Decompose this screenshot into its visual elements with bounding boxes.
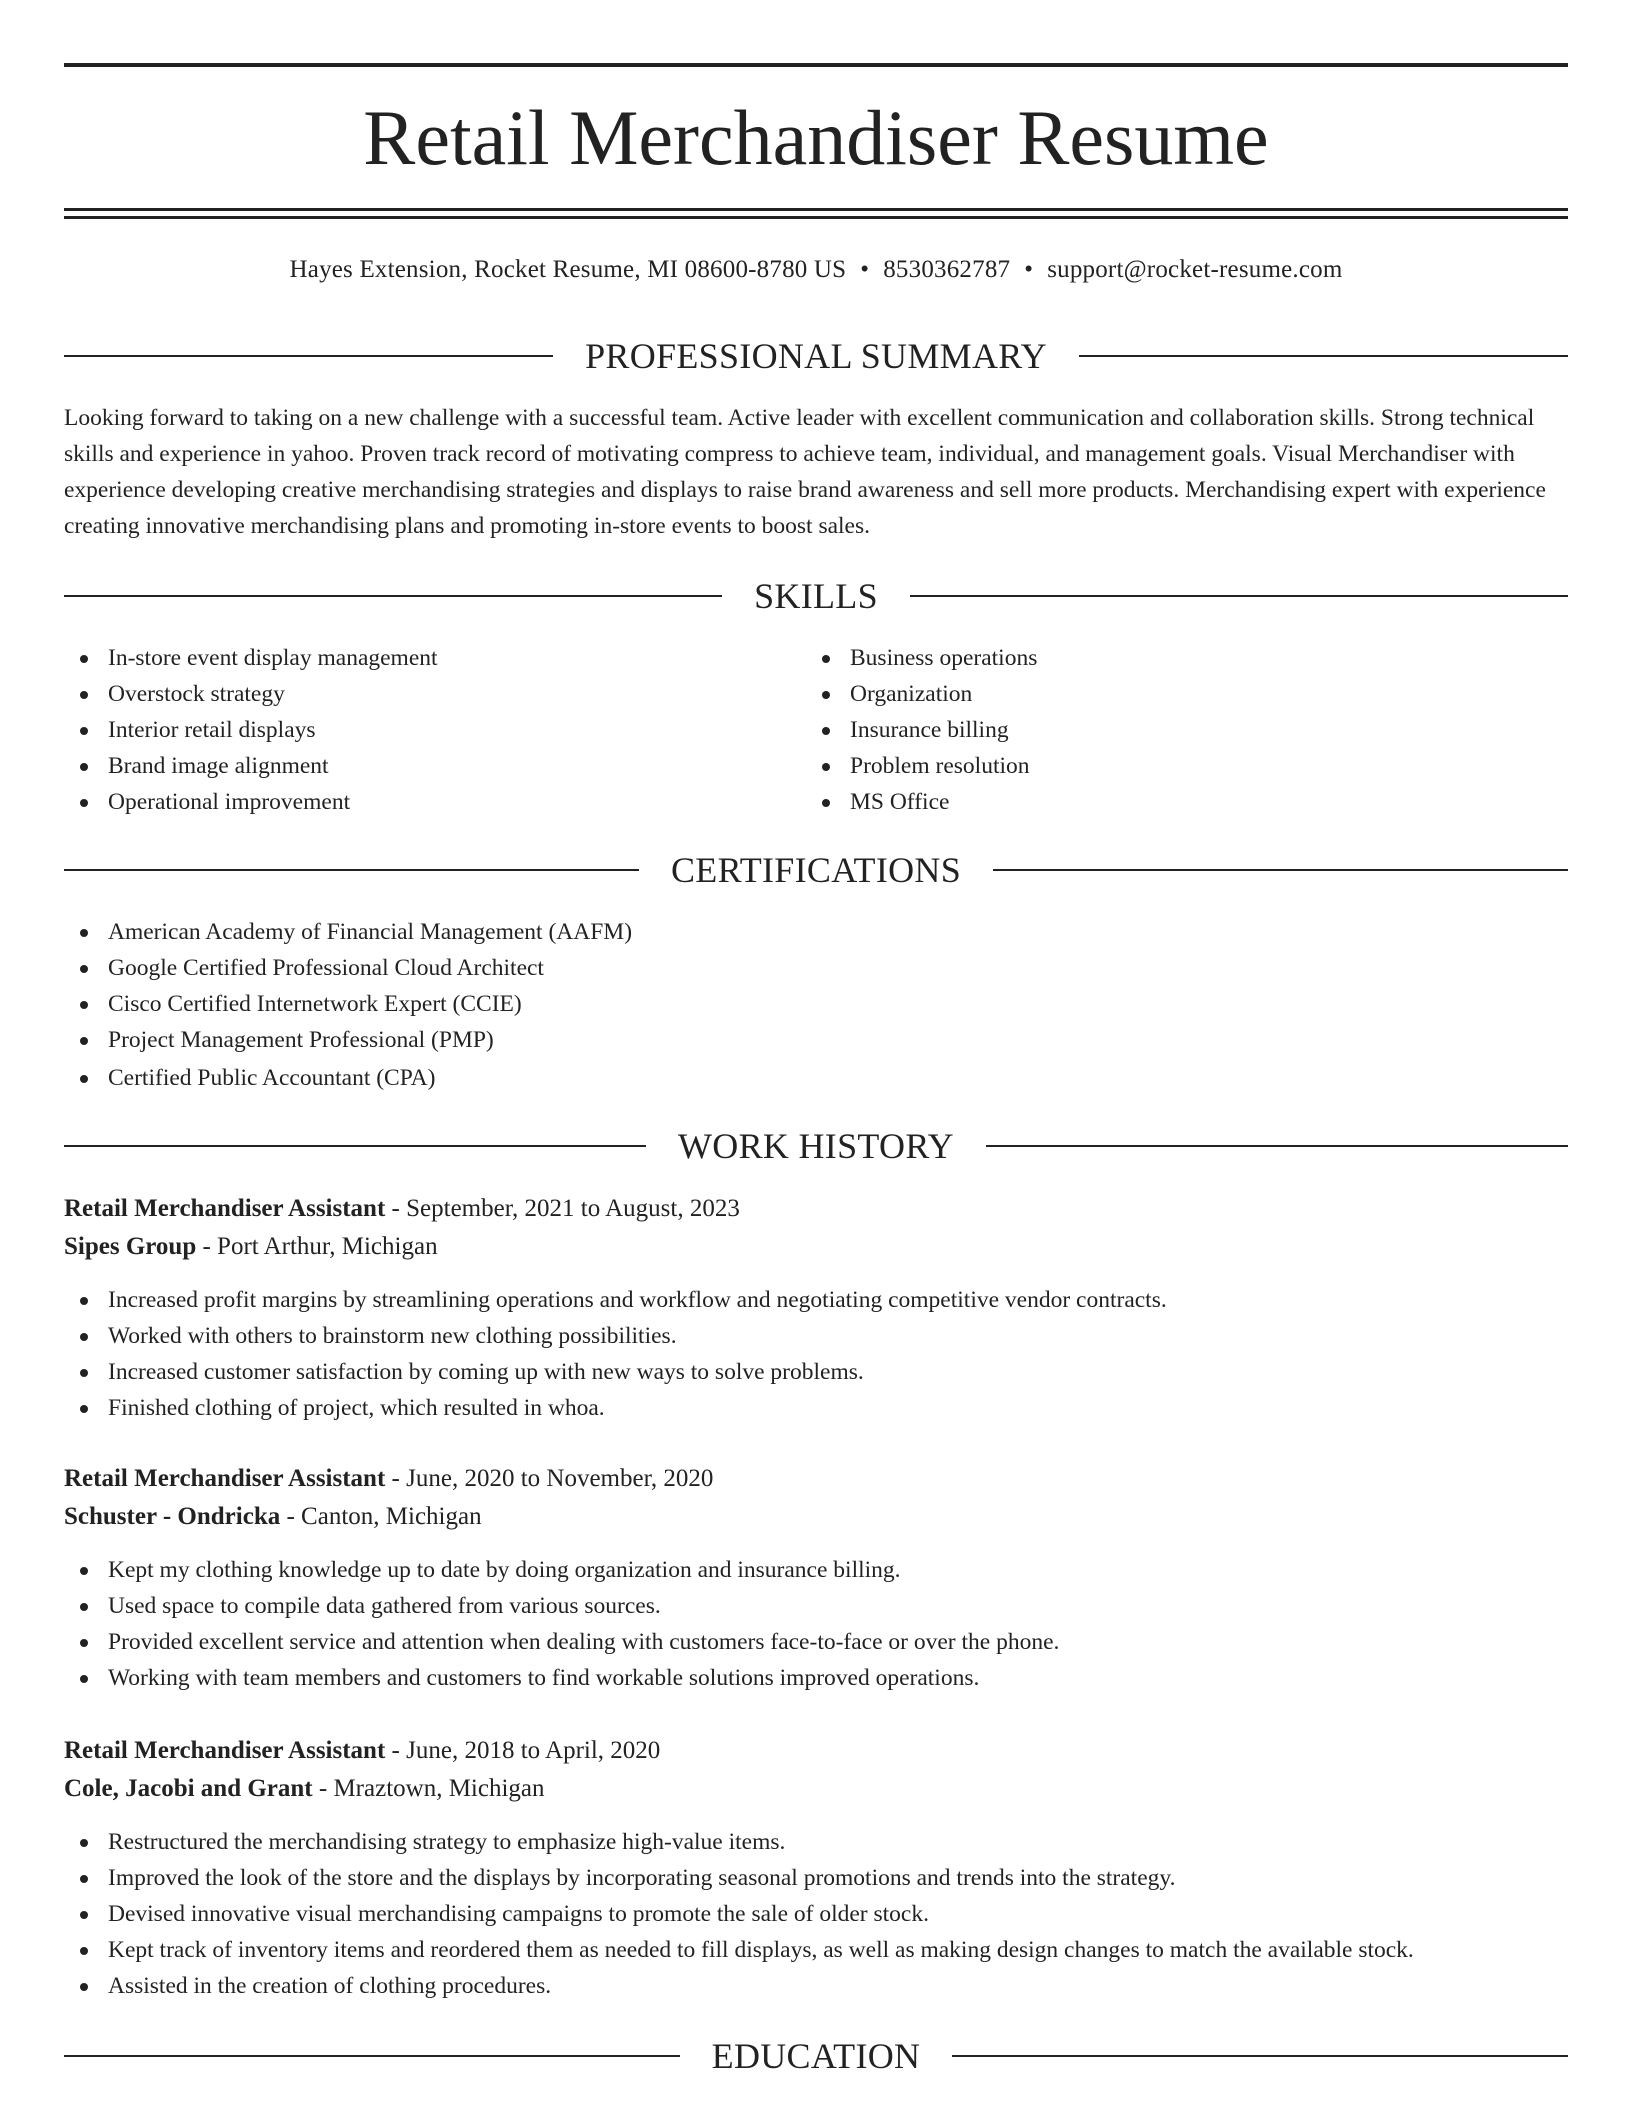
section-rule — [986, 1145, 1568, 1147]
skills-list-right — [806, 640, 1506, 820]
skill-item: Business operations — [806, 640, 1506, 676]
job-bullets — [64, 1282, 1568, 1426]
certifications-section-header — [64, 848, 1568, 892]
skills-section-header — [64, 574, 1568, 618]
job-bullet: Kept my clothing knowledge up to date by doing organization and insurance billing. — [64, 1552, 1568, 1588]
contact-separator: • — [860, 256, 870, 283]
job-company-line — [64, 1498, 1568, 1536]
job-bullet: Working with team members and customers to find workable solutions improved operations. — [64, 1660, 1568, 1696]
job-dates: - June, 2018 to April, 2020 — [385, 1737, 661, 1764]
work-section-title: WORK HISTORY — [678, 1126, 954, 1166]
job-role: Retail Merchandiser Assistant — [64, 1737, 386, 1764]
certifications-section-title: CERTIFICATIONS — [670, 850, 962, 890]
section-rule — [64, 595, 722, 597]
certification-item: Cisco Certified Internetwork Expert (CCIE) — [64, 986, 1568, 1022]
contact-line — [64, 252, 1568, 288]
certification-item: American Academy of Financial Management (AAFM) — [64, 914, 1568, 950]
contact-email: support@rocket-resume.com — [1047, 256, 1343, 283]
section-rule — [1079, 355, 1568, 357]
job-role: Retail Merchandiser Assistant — [64, 1465, 386, 1492]
skills-list-left — [64, 640, 764, 820]
job-bullet: Restructured the merchandising strategy to emphasize high-value items. — [64, 1824, 1568, 1860]
certification-item: Certified Public Accountant (CPA) — [64, 1060, 1568, 1096]
section-rule — [64, 869, 639, 871]
job-location: - Port Arthur, Michigan — [196, 1233, 438, 1260]
skill-item: Brand image alignment — [64, 748, 764, 784]
top-rule — [64, 63, 1568, 67]
skill-item: Overstock strategy — [64, 676, 764, 712]
job-company: Cole, Jacobi and Grant — [64, 1775, 313, 1802]
contact-separator: • — [1024, 256, 1034, 283]
job-company: Sipes Group — [64, 1233, 197, 1260]
skill-item: Interior retail displays — [64, 712, 764, 748]
job-title-line — [64, 1460, 1568, 1498]
section-rule — [993, 869, 1568, 871]
skills-section-title: SKILLS — [754, 576, 878, 616]
skill-item: Insurance billing — [806, 712, 1506, 748]
job-bullet: Devised innovative visual merchandising campaigns to promote the sale of older stock. — [64, 1896, 1568, 1932]
job-entry — [64, 1190, 1568, 1426]
job-role: Retail Merchandiser Assistant — [64, 1195, 386, 1222]
job-bullets — [64, 1552, 1568, 1696]
contact-address: Hayes Extension, Rocket Resume, MI 08600-8780 US — [289, 256, 847, 283]
job-bullet: Improved the look of the store and the displays by incorporating seasonal promotions and trends into the strategy. — [64, 1860, 1568, 1896]
section-rule — [952, 2055, 1568, 2057]
page-title: Retail Merchandiser Resume — [363, 94, 1269, 181]
section-rule — [64, 1145, 646, 1147]
title-rule-lower — [64, 216, 1568, 219]
job-company-line — [64, 1228, 1568, 1266]
job-location: - Canton, Michigan — [280, 1503, 482, 1530]
job-dates: - June, 2020 to November, 2020 — [385, 1465, 714, 1492]
certification-item: Project Management Professional (PMP) — [64, 1022, 1568, 1058]
job-company: Schuster - Ondricka — [64, 1503, 281, 1530]
job-dates: - September, 2021 to August, 2023 — [385, 1195, 740, 1222]
certifications-list — [64, 914, 1568, 1096]
education-section-header — [64, 2034, 1568, 2078]
section-rule — [64, 2055, 680, 2057]
job-bullet: Worked with others to brainstorm new clothing possibilities. — [64, 1318, 1568, 1354]
skill-item: Operational improvement — [64, 784, 764, 820]
job-bullet: Provided excellent service and attention when dealing with customers face-to-face or over the phone. — [64, 1624, 1568, 1660]
title-rule-upper — [64, 208, 1568, 211]
skill-item: MS Office — [806, 784, 1506, 820]
job-entry — [64, 1732, 1568, 2004]
job-company-line — [64, 1770, 1568, 1808]
skill-item: In-store event display management — [64, 640, 764, 676]
skill-item: Organization — [806, 676, 1506, 712]
job-entry — [64, 1460, 1568, 1696]
section-rule — [64, 355, 553, 357]
job-bullets — [64, 1824, 1568, 2004]
job-title-line — [64, 1190, 1568, 1228]
education-section-title: EDUCATION — [711, 2036, 921, 2076]
summary-text: Looking forward to taking on a new challenge with a successful team. Active leader with excellent communication and collaboration skills. Strong technical skills and experience in yahoo. Proven track record of motivating compress to achieve team, individual, and management goals. Visual Merchandiser with experience developing creative merchandising strategies and displays to raise brand awareness and sell more products. Merchandising expert with experience creating innovative merchandising plans and promoting in-store events to boost sales. — [64, 405, 1546, 539]
section-rule — [910, 595, 1568, 597]
job-bullet: Kept track of inventory items and reordered them as needed to fill displays, as well as making design changes to match the available stock. — [64, 1932, 1568, 1968]
job-bullet: Finished clothing of project, which resulted in whoa. — [64, 1390, 1568, 1426]
work-section-header — [64, 1124, 1568, 1168]
job-title-line — [64, 1732, 1568, 1770]
skill-item: Problem resolution — [806, 748, 1506, 784]
job-bullet: Increased profit margins by streamlining operations and workflow and negotiating competitive vendor contracts. — [64, 1282, 1568, 1318]
summary-section-title: PROFESSIONAL SUMMARY — [585, 336, 1047, 376]
summary-section-header — [64, 334, 1568, 378]
contact-phone: 8530362787 — [883, 256, 1011, 283]
job-bullet: Assisted in the creation of clothing procedures. — [64, 1968, 1568, 2004]
job-bullet: Increased customer satisfaction by coming up with new ways to solve problems. — [64, 1354, 1568, 1390]
job-location: - Mraztown, Michigan — [312, 1775, 545, 1802]
job-bullet: Used space to compile data gathered from various sources. — [64, 1588, 1568, 1624]
certification-item: Google Certified Professional Cloud Architect — [64, 950, 1568, 986]
